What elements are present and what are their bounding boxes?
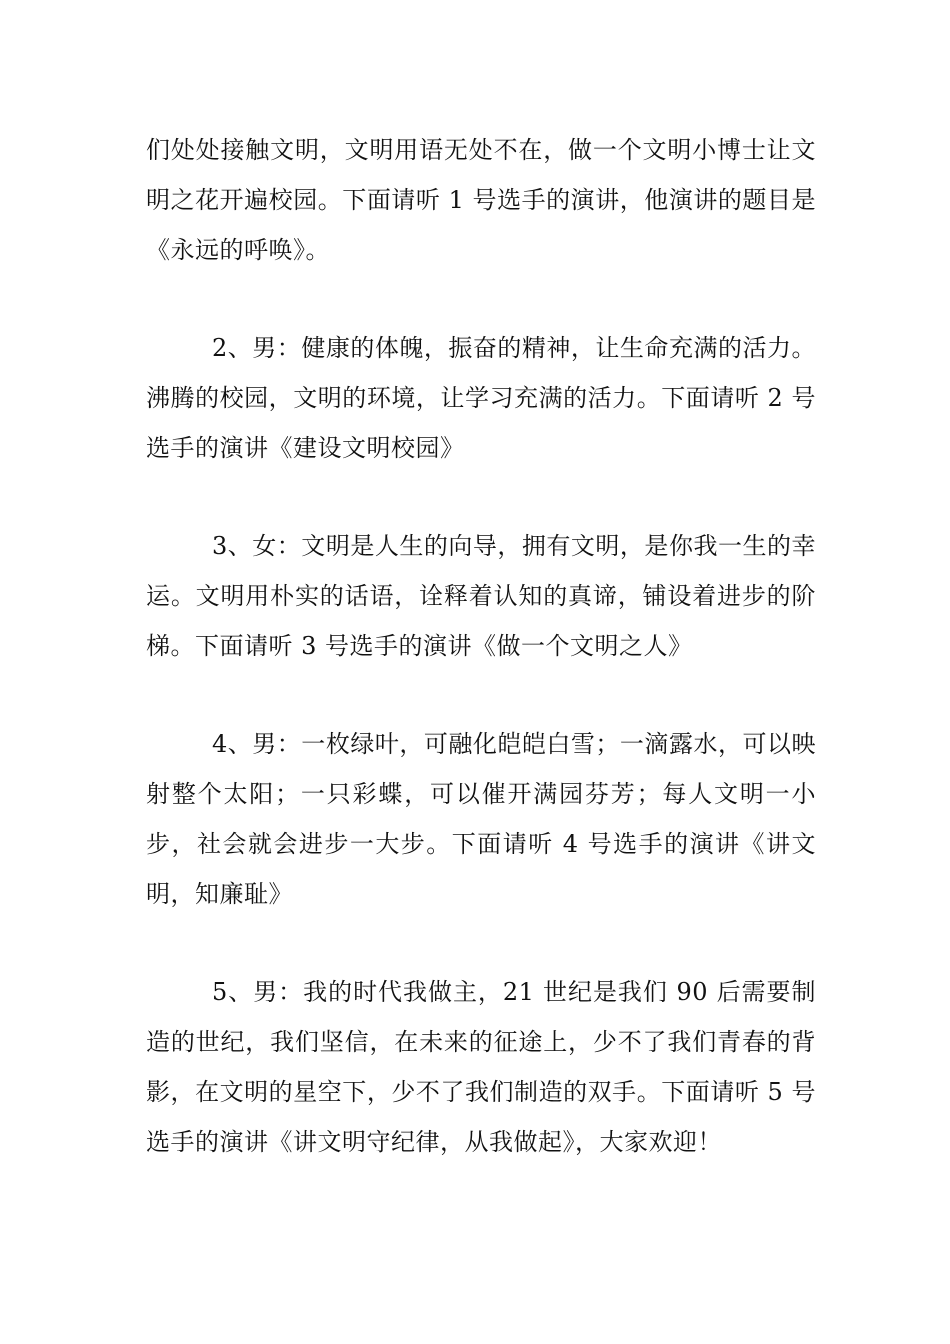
paragraph-host-5: 5、男：我的时代我做主，21 世纪是我们 90 后需要制造的世纪，我们坚信，在未来的征途上，少不了我们青春的背影，在文明的星空下，少不了我们制造的双手。下面请听 5 号选手的演讲《讲文明守纪律，从我做起》，大家欢迎！ xyxy=(146,978,816,1156)
paragraph-host-2: 2、男：健康的体魄，振奋的精神，让生命充满的活力。沸腾的校园，文明的环境，让学习充满的活力。下面请听 2 号选手的演讲《建设文明校园》 xyxy=(146,334,816,462)
document-body xyxy=(146,125,816,1167)
paragraph-continuation: 们处处接触文明，文明用语无处不在，做一个文明小博士让文明之花开遍校园。下面请听 1 号选手的演讲，他演讲的题目是《永远的呼唤》。 xyxy=(146,136,816,264)
paragraph-host-4: 4、男：一枚绿叶，可融化皑皑白雪；一滴露水，可以映射整个太阳；一只彩蝶，可以催开满园芬芳；每人文明一小步，社会就会进步一大步。下面请听 4 号选手的演讲《讲文明，知廉耻》 xyxy=(146,730,816,908)
paragraph-host-3: 3、女：文明是人生的向导，拥有文明，是你我一生的幸运。文明用朴实的话语，诠释着认知的真谛，铺设着进步的阶梯。下面请听 3 号选手的演讲《做一个文明之人》 xyxy=(146,532,816,660)
